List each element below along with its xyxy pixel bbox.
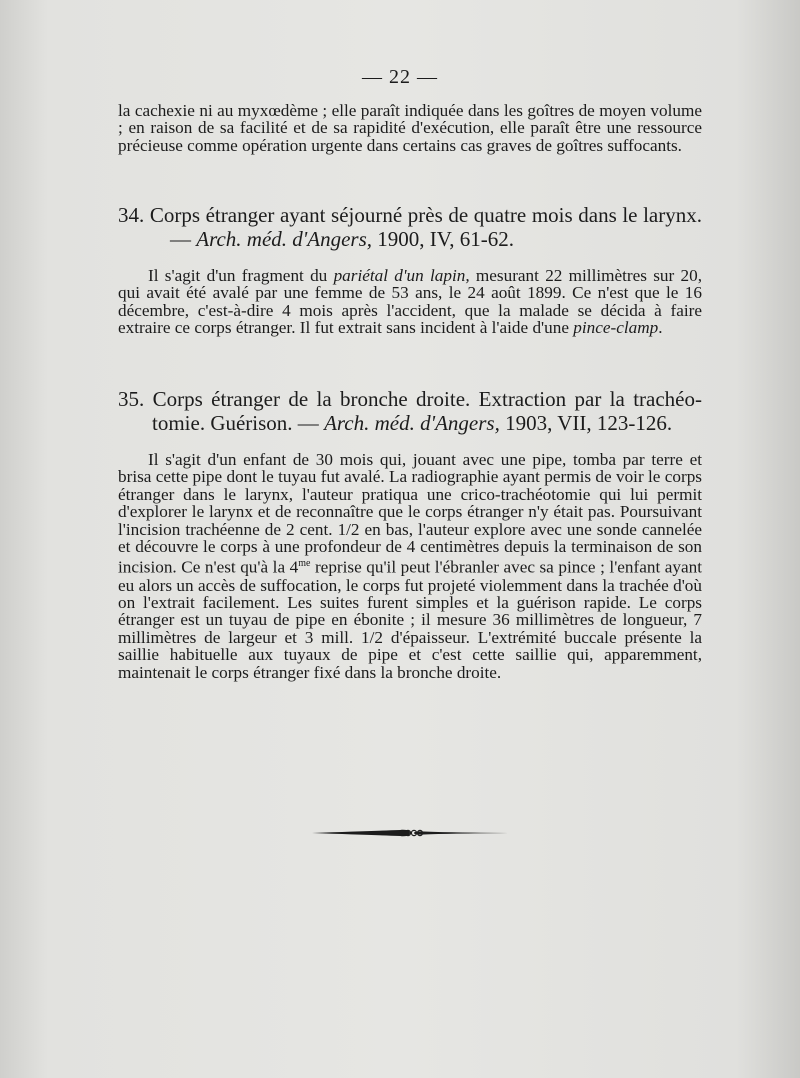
section-35-heading [118,387,702,435]
section-35-number: 35. [118,387,145,411]
section-35-body-part-a: Il s'agit d'un enfant de 30 mois qui, jouant avec une pipe, tomba par terre et brisa cette pipe dont le tuyau fut avalé. La radiographie ayant permis de voir le corps étranger dans le larynx, l'auteur pratiqua une crico-trachéotomie qui lui permit d'explorer le larynx et de reconnaître que le corps étranger n'y était pas. Poursuivant l'incision trachéenne de 2 cent. 1/2 en bas, l'auteur explore avec une sonde cannelée et découvre le corps à une profondeur de 4 centimètres depuis la terminaison de son incision. Ce n'est qu'à la 4 [118,450,702,578]
section-34-dash: — [170,227,197,251]
section-35-citation: 1903, VII, 123-126. [499,411,673,435]
section-34-title: Corps étranger ayant séjourné près de quatre mois dans le larynx. [149,203,702,227]
section-34-body-italic2: pince-clamp [573,318,659,338]
section-34-number: 34. [118,203,145,227]
section-35-body-part-b: reprise qu'il peut l'ébranler avec sa pince ; l'enfant ayant eu alors un accès de suffocation, le corps fut projeté violemment dans la trachée d'où on l'extrait facilement. Les suites furent simples et la guérison rapide. Le corps étranger est un tuyau de pipe en ébonite ; il mesure 36 millimètres de longueur, 7 millimètres de largeur et 3 mill. 1/2 d'épaisseur. L'extrémité buccale présente la saillie habituelle aux tuyaux de pipe et c'est cette saillie qui, apparemment, maintenait le corps étranger fixé dans la bronche droite. [118,558,702,682]
section-34-title-line1 [118,203,702,227]
fleuron-divider-ornament [312,826,508,840]
section-34-body-italic: pariétal d'un lapin, [333,266,470,285]
section-34-heading [118,203,702,251]
section-34-body-rest: mesurant 22 millimètres sur 20, qui avait été avalé par une femme de 53 ans, le 24 août 1899. Ce n'est que le 16 décembre, c'est-à-dire 4 mois après l'accident, que la malade se décida à faire extraire ce corps étranger. Il fut extrait sans incident à l'aide d'une [118,266,702,338]
section-35-body [118,451,702,681]
section-34-body [118,267,702,337]
page-number: — 22 — [362,66,438,88]
section-34-body-start: Il s'agit d'un fragment du [148,266,334,285]
section-35-title-cont: tomie. Guérison. — [152,411,325,435]
section-35-superscript: me [298,558,311,570]
section-35-title-line1 [118,387,702,411]
section-35-journal: Arch. méd. d'Angers, [324,411,500,435]
section-34-citation-line [118,227,702,251]
section-34-citation: 1900, IV, 61-62. [372,227,514,251]
section-35-citation-line [118,411,702,435]
section-35-title: Corps étranger de la bronche droite. Extraction par la trachéo- [152,387,702,411]
paragraph-goitre-conclusion: la cachexie ni au myxœdème ; elle paraît indiquée dans les goîtres de moyen volume ; en raison de sa facilité et de sa rapidité d'exécution, elle paraît être une ressource précieuse comme opération urgente dans certains cas graves de goîtres suffocants. [118,101,702,155]
section-34-journal: Arch. méd. d'Angers, [196,227,373,251]
section-34-body-end: . [658,318,663,338]
